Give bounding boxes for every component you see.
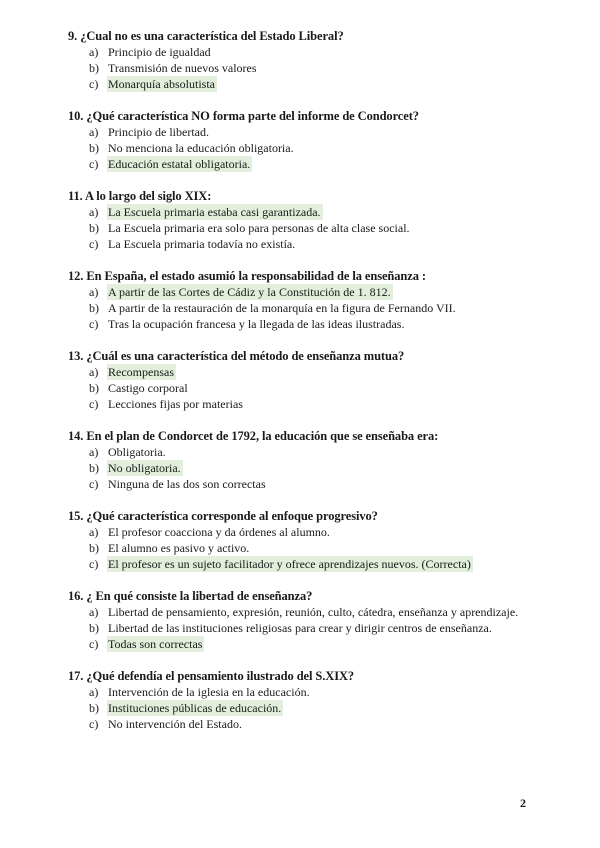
option-label: b) — [89, 541, 99, 555]
option-text: El profesor es un sujeto facilitador y ofrece aprendizajes nuevos. (Correcta) — [108, 557, 471, 571]
option-c — [68, 236, 568, 252]
option-b — [68, 460, 568, 476]
option-label: a) — [89, 365, 99, 379]
option-text: Transmisión de nuevos valores — [108, 61, 257, 75]
option-label: b) — [89, 61, 99, 75]
option-text: El profesor coacciona y da órdenes al alumno. — [108, 525, 330, 539]
option-a — [68, 524, 568, 540]
option-label: b) — [89, 221, 99, 235]
option-b — [68, 220, 568, 236]
option-label: c) — [89, 637, 99, 651]
question-13 — [68, 348, 568, 412]
option-text: Libertad de las instituciones religiosas para crear y dirigir centros de enseñanza. — [108, 621, 492, 635]
option-label: c) — [89, 157, 99, 171]
option-label: c) — [89, 237, 99, 251]
option-label: b) — [89, 141, 99, 155]
option-b — [68, 380, 568, 396]
option-text: Ninguna de las dos son correctas — [108, 477, 266, 491]
option-label: b) — [89, 701, 99, 715]
option-label: c) — [89, 477, 99, 491]
option-text: No obligatoria. — [108, 461, 181, 475]
question-14 — [68, 428, 568, 492]
option-c — [68, 556, 568, 572]
question-title: 14. En el plan de Condorcet de 1792, la educación que se enseñaba era: — [68, 429, 439, 443]
option-text: Obligatoria. — [108, 445, 166, 459]
option-a — [68, 444, 568, 460]
question-title: 17. ¿Qué defendía el pensamiento ilustrado del S.XIX? — [68, 669, 355, 683]
option-text: Libertad de pensamiento, expresión, reunión, culto, cátedra, enseñanza y aprendizaje. — [108, 605, 519, 619]
option-label: b) — [89, 621, 99, 635]
question-12 — [68, 268, 568, 332]
option-c — [68, 76, 568, 92]
option-label: a) — [89, 685, 99, 699]
option-b — [68, 620, 568, 636]
question-17 — [68, 668, 568, 732]
option-label: b) — [89, 381, 99, 395]
option-b — [68, 140, 568, 156]
option-label: a) — [89, 205, 99, 219]
option-c — [68, 316, 568, 332]
option-a — [68, 124, 568, 140]
option-text: La Escuela primaria era solo para personas de alta clase social. — [108, 221, 410, 235]
option-text: Educación estatal obligatoria. — [108, 157, 251, 171]
option-b — [68, 300, 568, 316]
option-text: No intervención del Estado. — [108, 717, 242, 731]
option-text: Lecciones fijas por materias — [108, 397, 243, 411]
option-label: c) — [89, 557, 99, 571]
option-text: La Escuela primaria todavía no existía. — [108, 237, 296, 251]
option-text: Todas son correctas — [108, 637, 203, 651]
question-title: 11. A lo largo del siglo XIX: — [68, 189, 212, 203]
option-label: c) — [89, 77, 99, 91]
option-a — [68, 364, 568, 380]
option-c — [68, 396, 568, 412]
question-11 — [68, 188, 568, 252]
question-title: 15. ¿Qué característica corresponde al enfoque progresivo? — [68, 509, 378, 523]
option-a — [68, 604, 568, 620]
option-label: c) — [89, 317, 99, 331]
option-text: Intervención de la iglesia en la educación. — [108, 685, 310, 699]
option-text: Castigo corporal — [108, 381, 188, 395]
option-label: a) — [89, 605, 99, 619]
option-a — [68, 684, 568, 700]
option-text: El alumno es pasivo y activo. — [108, 541, 250, 555]
option-text: Principio de igualdad — [108, 45, 211, 59]
option-label: c) — [89, 717, 99, 731]
question-15 — [68, 508, 568, 572]
question-title: 13. ¿Cuál es una característica del método de enseñanza mutua? — [68, 349, 405, 363]
question-title: 10. ¿Qué característica NO forma parte del informe de Condorcet? — [68, 109, 419, 123]
question-9 — [68, 28, 568, 92]
option-text: Monarquía absolutista — [108, 77, 215, 91]
option-a — [68, 284, 568, 300]
option-b — [68, 540, 568, 556]
option-text: La Escuela primaria estaba casi garantizada. — [108, 205, 321, 219]
question-title: 9. ¿Cual no es una característica del Estado Liberal? — [68, 29, 344, 43]
option-b — [68, 60, 568, 76]
option-c — [68, 476, 568, 492]
page-number: 2 — [520, 796, 526, 810]
option-c — [68, 636, 568, 652]
option-label: a) — [89, 45, 99, 59]
option-b — [68, 700, 568, 716]
option-text: Tras la ocupación francesa y la llegada de las ideas ilustradas. — [108, 317, 405, 331]
option-c — [68, 716, 568, 732]
question-10 — [68, 108, 568, 172]
question-title: 12. En España, el estado asumió la responsabilidad de la enseñanza : — [68, 269, 426, 283]
option-label: a) — [89, 525, 99, 539]
option-label: a) — [89, 445, 99, 459]
option-text: Instituciones públicas de educación. — [108, 701, 282, 715]
option-text: No menciona la educación obligatoria. — [108, 141, 294, 155]
question-title: 16. ¿ En qué consiste la libertad de enseñanza? — [68, 589, 313, 603]
option-label: b) — [89, 301, 99, 315]
option-label: b) — [89, 461, 99, 475]
option-a — [68, 204, 568, 220]
option-c — [68, 156, 568, 172]
option-text: A partir de las Cortes de Cádiz y la Constitución de 1. 812. — [108, 285, 391, 299]
option-label: a) — [89, 285, 99, 299]
option-label: a) — [89, 125, 99, 139]
option-text: Principio de libertad. — [108, 125, 209, 139]
option-a — [68, 44, 568, 60]
question-16 — [68, 588, 568, 652]
option-text: A partir de la restauración de la monarquía en la figura de Fernando VII. — [108, 301, 456, 315]
option-label: c) — [89, 397, 99, 411]
option-text: Recompensas — [108, 365, 174, 379]
